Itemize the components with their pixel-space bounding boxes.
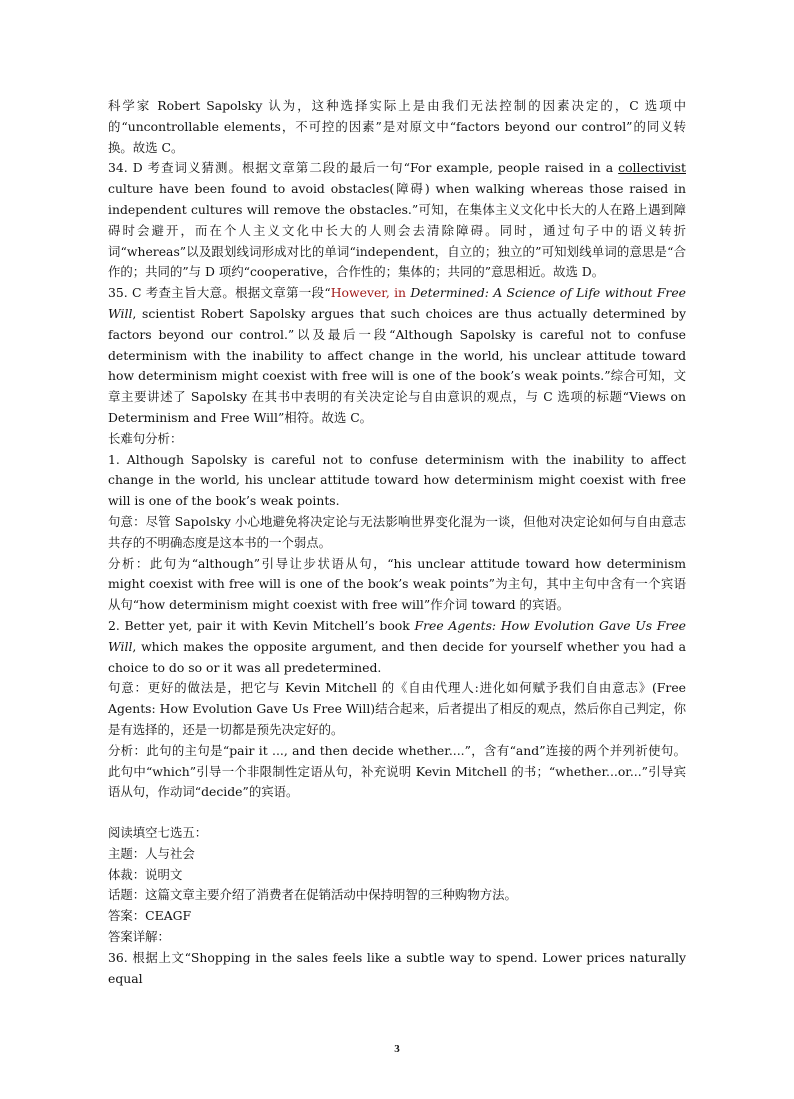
sentence-2-book-title: Free Agents: How Evolution Gave Us Free Will bbox=[108, 617, 686, 654]
q35-rest: , scientist Robert Sapolsky argues that such choices are thus actually determined by factors beyond our control.”以及最后一段“Although Sapolsky is careful not to confuse determinism with the inability to affect change in the world, his unclear attitude toward how determinism might coexist with free will is one of the book’s weak points.”综合可知，文章主要讲述了 Sapolsky 在其书中表明的有关决定论与自由意识的观点，与 C 选项的标题“Views on Determinism and Free Will”相符。故选 C。 bbox=[108, 305, 686, 425]
q35-quote-red: However, in bbox=[330, 285, 411, 301]
sentence-1: 1. Although Sapolsky is careful not to confuse determinism with the inability to affect change in the world, his unclear attitude toward how determinism might coexist with free will is one of the book’s weak points. bbox=[108, 451, 686, 509]
page-number: 3 bbox=[394, 1043, 400, 1055]
sentence-2-rest: , which makes the opposite argument, and then decide for yourself whether you had a choice to do so or it was all predetermined. bbox=[108, 638, 686, 675]
topic-line: 话题：这篇文章主要介绍了消费者在促销活动中保持明智的三种购物方法。 bbox=[108, 887, 517, 903]
genre-line: 体裁：说明文 bbox=[108, 866, 183, 882]
section-gap bbox=[108, 803, 686, 823]
q34-rest: culture have been found to avoid obstacles(障碍) when walking whereas those raised in independent cultures will remove the obstacles.”可知，在集体主义文化中长大的人在路上遇到障碍时会避开，而在个人主义文化中长大的人则会去清除障碍。同时，通过句子中的语义转折词“whereas”以及跟划线词形成对比的单词“independent，自立的；独立的”可知划线单词的意思是“合作的；共同的”与 D 项约“cooperative，合作性的；集体的；共同的”意思相近。故选 D。 bbox=[108, 181, 686, 280]
sentence-2 bbox=[108, 616, 686, 678]
q35-intro: 35. C 考查主旨大意。根据文章第一段“ bbox=[108, 285, 331, 301]
document-body bbox=[108, 96, 686, 989]
q35-book-title: Determined: A Science of Life without Free Will bbox=[108, 285, 687, 321]
q36-explanation: 36. 根据上文“Shopping in the sales feels like a subtle way to spend. Lower prices naturally equal bbox=[108, 949, 686, 986]
answer-details-heading: 答案详解： bbox=[108, 929, 170, 945]
theme-line: 主题：人与社会 bbox=[108, 845, 195, 861]
paragraph-33-explanation: 科学家 Robert Sapolsky 认为，这种选择实际上是由我们无法控制的因素决定的，C 选项中的“uncontrollable elements，不可控的因素”是对原文中“factors beyond our control”的同义转换。故选 C。 bbox=[108, 98, 686, 155]
paragraph-35-explanation bbox=[108, 283, 686, 429]
q34-intro: 34. D 考查词义猜测。根据文章第二段的最后一句“For example, people raised in a bbox=[108, 160, 619, 176]
section-title: 阅读填空七选五： bbox=[108, 825, 208, 841]
paragraph-34-explanation bbox=[108, 158, 686, 283]
answer-line: 答案：CEAGF bbox=[108, 908, 192, 924]
q34-underlined-word: collectivist bbox=[618, 160, 686, 176]
long-sentence-heading: 长难句分析： bbox=[108, 430, 183, 446]
sentence-2-meaning: 句意：更好的做法是，把它与 Kevin Mitchell 的《自由代理人:进化如何赋予我们自由意志》(Free Agents: How Evolution Gave Us Free Will)结合起来，后者提出了相反的观点，然后你自己判定，你是有选择的，还是一切都是预先决定好的。 bbox=[108, 680, 686, 737]
sentence-2-intro: 2. Better yet, pair it with Kevin Mitchell’s book bbox=[108, 617, 415, 633]
sentence-1-meaning: 句意：尽管 Sapolsky 小心地避免将决定论与无法影响世界变化混为一谈，但他对决定论如何与自由意志共存的不明确态度是这本书的一个弱点。 bbox=[108, 513, 686, 550]
sentence-2-analysis: 分析：此句的主句是“pair it ..., and then decide whether....”，含有“and”连接的两个并列祈使句。此句中“which”引导一个非限制性定语从句，补充说明 Kevin Mitchell 的书；“whether...or...”引导宾语从句，作动词“decide”的宾语。 bbox=[108, 742, 686, 800]
sentence-1-analysis: 分析：此句为“although”引导让步状语从句，“his unclear attitude toward how determinism might coexist with free will is one of the book’s weak points”为主句，其中主句中含有一个宾语从句“how determinism might coexist with free will”作介词 toward 的宾语。 bbox=[108, 555, 686, 613]
